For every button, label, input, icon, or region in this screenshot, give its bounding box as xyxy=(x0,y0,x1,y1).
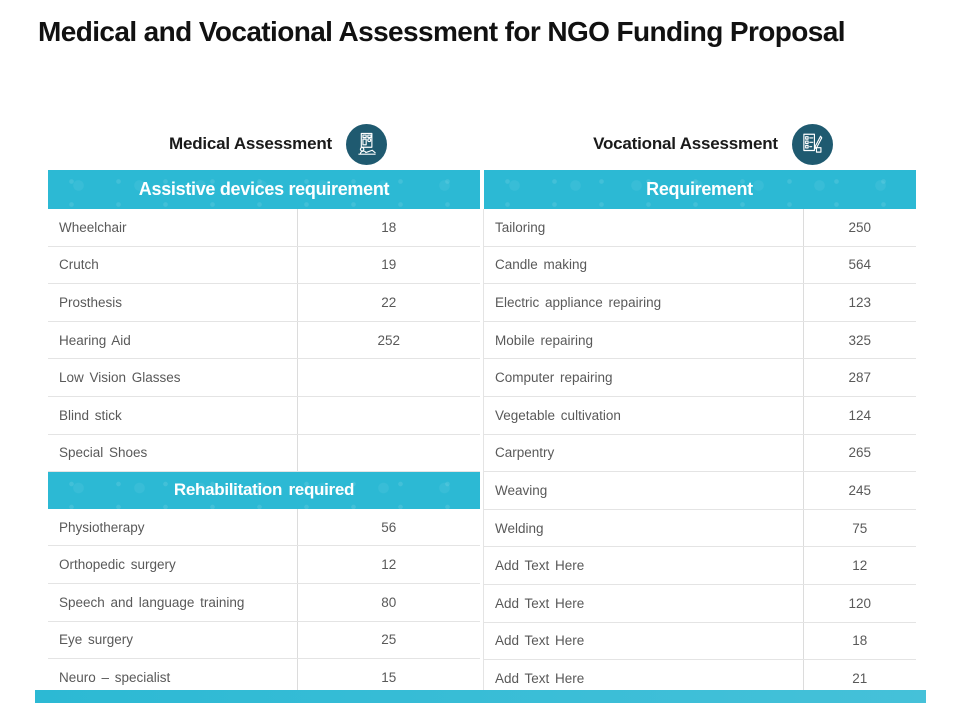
page-title: Medical and Vocational Assessment for NGO Funding Proposal xyxy=(38,16,845,47)
table-row xyxy=(48,321,480,359)
row-label: Weaving xyxy=(484,472,804,510)
table-row xyxy=(48,434,480,472)
medical-assessment-header xyxy=(48,122,480,166)
row-label: Special Shoes xyxy=(48,434,297,472)
row-label: Tailoring xyxy=(484,209,804,246)
row-value: 120 xyxy=(804,584,916,622)
table-row xyxy=(48,209,480,246)
row-label: Add Text Here xyxy=(484,660,804,699)
row-value: 18 xyxy=(804,622,916,660)
row-value: 80 xyxy=(297,583,480,621)
medical-assessment-label: Medical Assessment xyxy=(168,134,332,153)
row-value: 325 xyxy=(804,321,916,359)
table-row xyxy=(484,472,916,510)
table-row xyxy=(484,209,916,246)
row-label: Vegetable cultivation xyxy=(484,396,804,434)
row-label: Wheelchair xyxy=(48,209,297,246)
table-row xyxy=(484,396,916,434)
row-value xyxy=(297,359,480,397)
vocational-table-header: Requirement xyxy=(484,170,916,209)
table-row xyxy=(48,359,480,397)
row-label: Orthopedic surgery xyxy=(48,546,297,584)
row-value: 287 xyxy=(804,359,916,397)
row-value: 252 xyxy=(297,321,480,359)
vocational-assessment-header xyxy=(483,122,915,166)
table-row xyxy=(48,472,480,509)
table-row xyxy=(484,584,916,622)
footer-accent-bar xyxy=(35,690,926,703)
table-row xyxy=(48,583,480,621)
medical-table xyxy=(48,170,480,699)
table-row xyxy=(48,509,480,546)
row-value: 75 xyxy=(804,509,916,547)
table-row xyxy=(484,246,916,284)
row-label: Electric appliance repairing xyxy=(484,284,804,322)
table-row xyxy=(484,622,916,660)
row-value: 245 xyxy=(804,472,916,510)
row-value: 123 xyxy=(804,284,916,322)
row-label: Prosthesis xyxy=(48,284,297,322)
row-value: 15 xyxy=(297,659,480,698)
row-value: 22 xyxy=(297,284,480,322)
row-label: Eye surgery xyxy=(48,621,297,659)
row-value: 12 xyxy=(297,546,480,584)
row-value: 21 xyxy=(804,660,916,699)
medical-table-header: Assistive devices requirement xyxy=(48,170,480,209)
row-value xyxy=(297,396,480,434)
table-header-row xyxy=(484,170,916,209)
row-label: Add Text Here xyxy=(484,584,804,622)
row-label: Carpentry xyxy=(484,434,804,472)
table-row xyxy=(484,434,916,472)
vocational-assessment-label: Vocational Assessment xyxy=(593,134,778,153)
row-value xyxy=(297,434,480,472)
medical-checkup-machine-icon xyxy=(346,124,387,165)
vocational-table xyxy=(483,170,916,700)
table-row xyxy=(48,284,480,322)
table-row xyxy=(48,396,480,434)
row-value: 25 xyxy=(297,621,480,659)
table-row xyxy=(484,284,916,322)
table-row xyxy=(48,621,480,659)
row-value: 124 xyxy=(804,396,916,434)
row-value: 265 xyxy=(804,434,916,472)
row-label: Mobile repairing xyxy=(484,321,804,359)
row-label: Crutch xyxy=(48,246,297,284)
row-label: Welding xyxy=(484,509,804,547)
row-label: Speech and language training xyxy=(48,583,297,621)
row-label: Add Text Here xyxy=(484,622,804,660)
table-row xyxy=(484,321,916,359)
table-row xyxy=(484,547,916,585)
vocational-clipboard-icon xyxy=(792,124,833,165)
row-value: 18 xyxy=(297,209,480,246)
row-value: 12 xyxy=(804,547,916,585)
row-label: Add Text Here xyxy=(484,547,804,585)
row-label: Low Vision Glasses xyxy=(48,359,297,397)
row-label: Neuro – specialist xyxy=(48,659,297,698)
row-label: Computer repairing xyxy=(484,359,804,397)
table-row xyxy=(484,359,916,397)
row-value: 564 xyxy=(804,246,916,284)
row-label: Candle making xyxy=(484,246,804,284)
table-subheader: Rehabilitation required xyxy=(48,472,480,509)
row-label: Physiotherapy xyxy=(48,509,297,546)
table-row xyxy=(484,509,916,547)
row-value: 250 xyxy=(804,209,916,246)
table-row xyxy=(48,546,480,584)
table-header-row xyxy=(48,170,480,209)
row-label: Hearing Aid xyxy=(48,321,297,359)
table-row xyxy=(48,246,480,284)
row-value: 56 xyxy=(297,509,480,546)
row-label: Blind stick xyxy=(48,396,297,434)
row-value: 19 xyxy=(297,246,480,284)
